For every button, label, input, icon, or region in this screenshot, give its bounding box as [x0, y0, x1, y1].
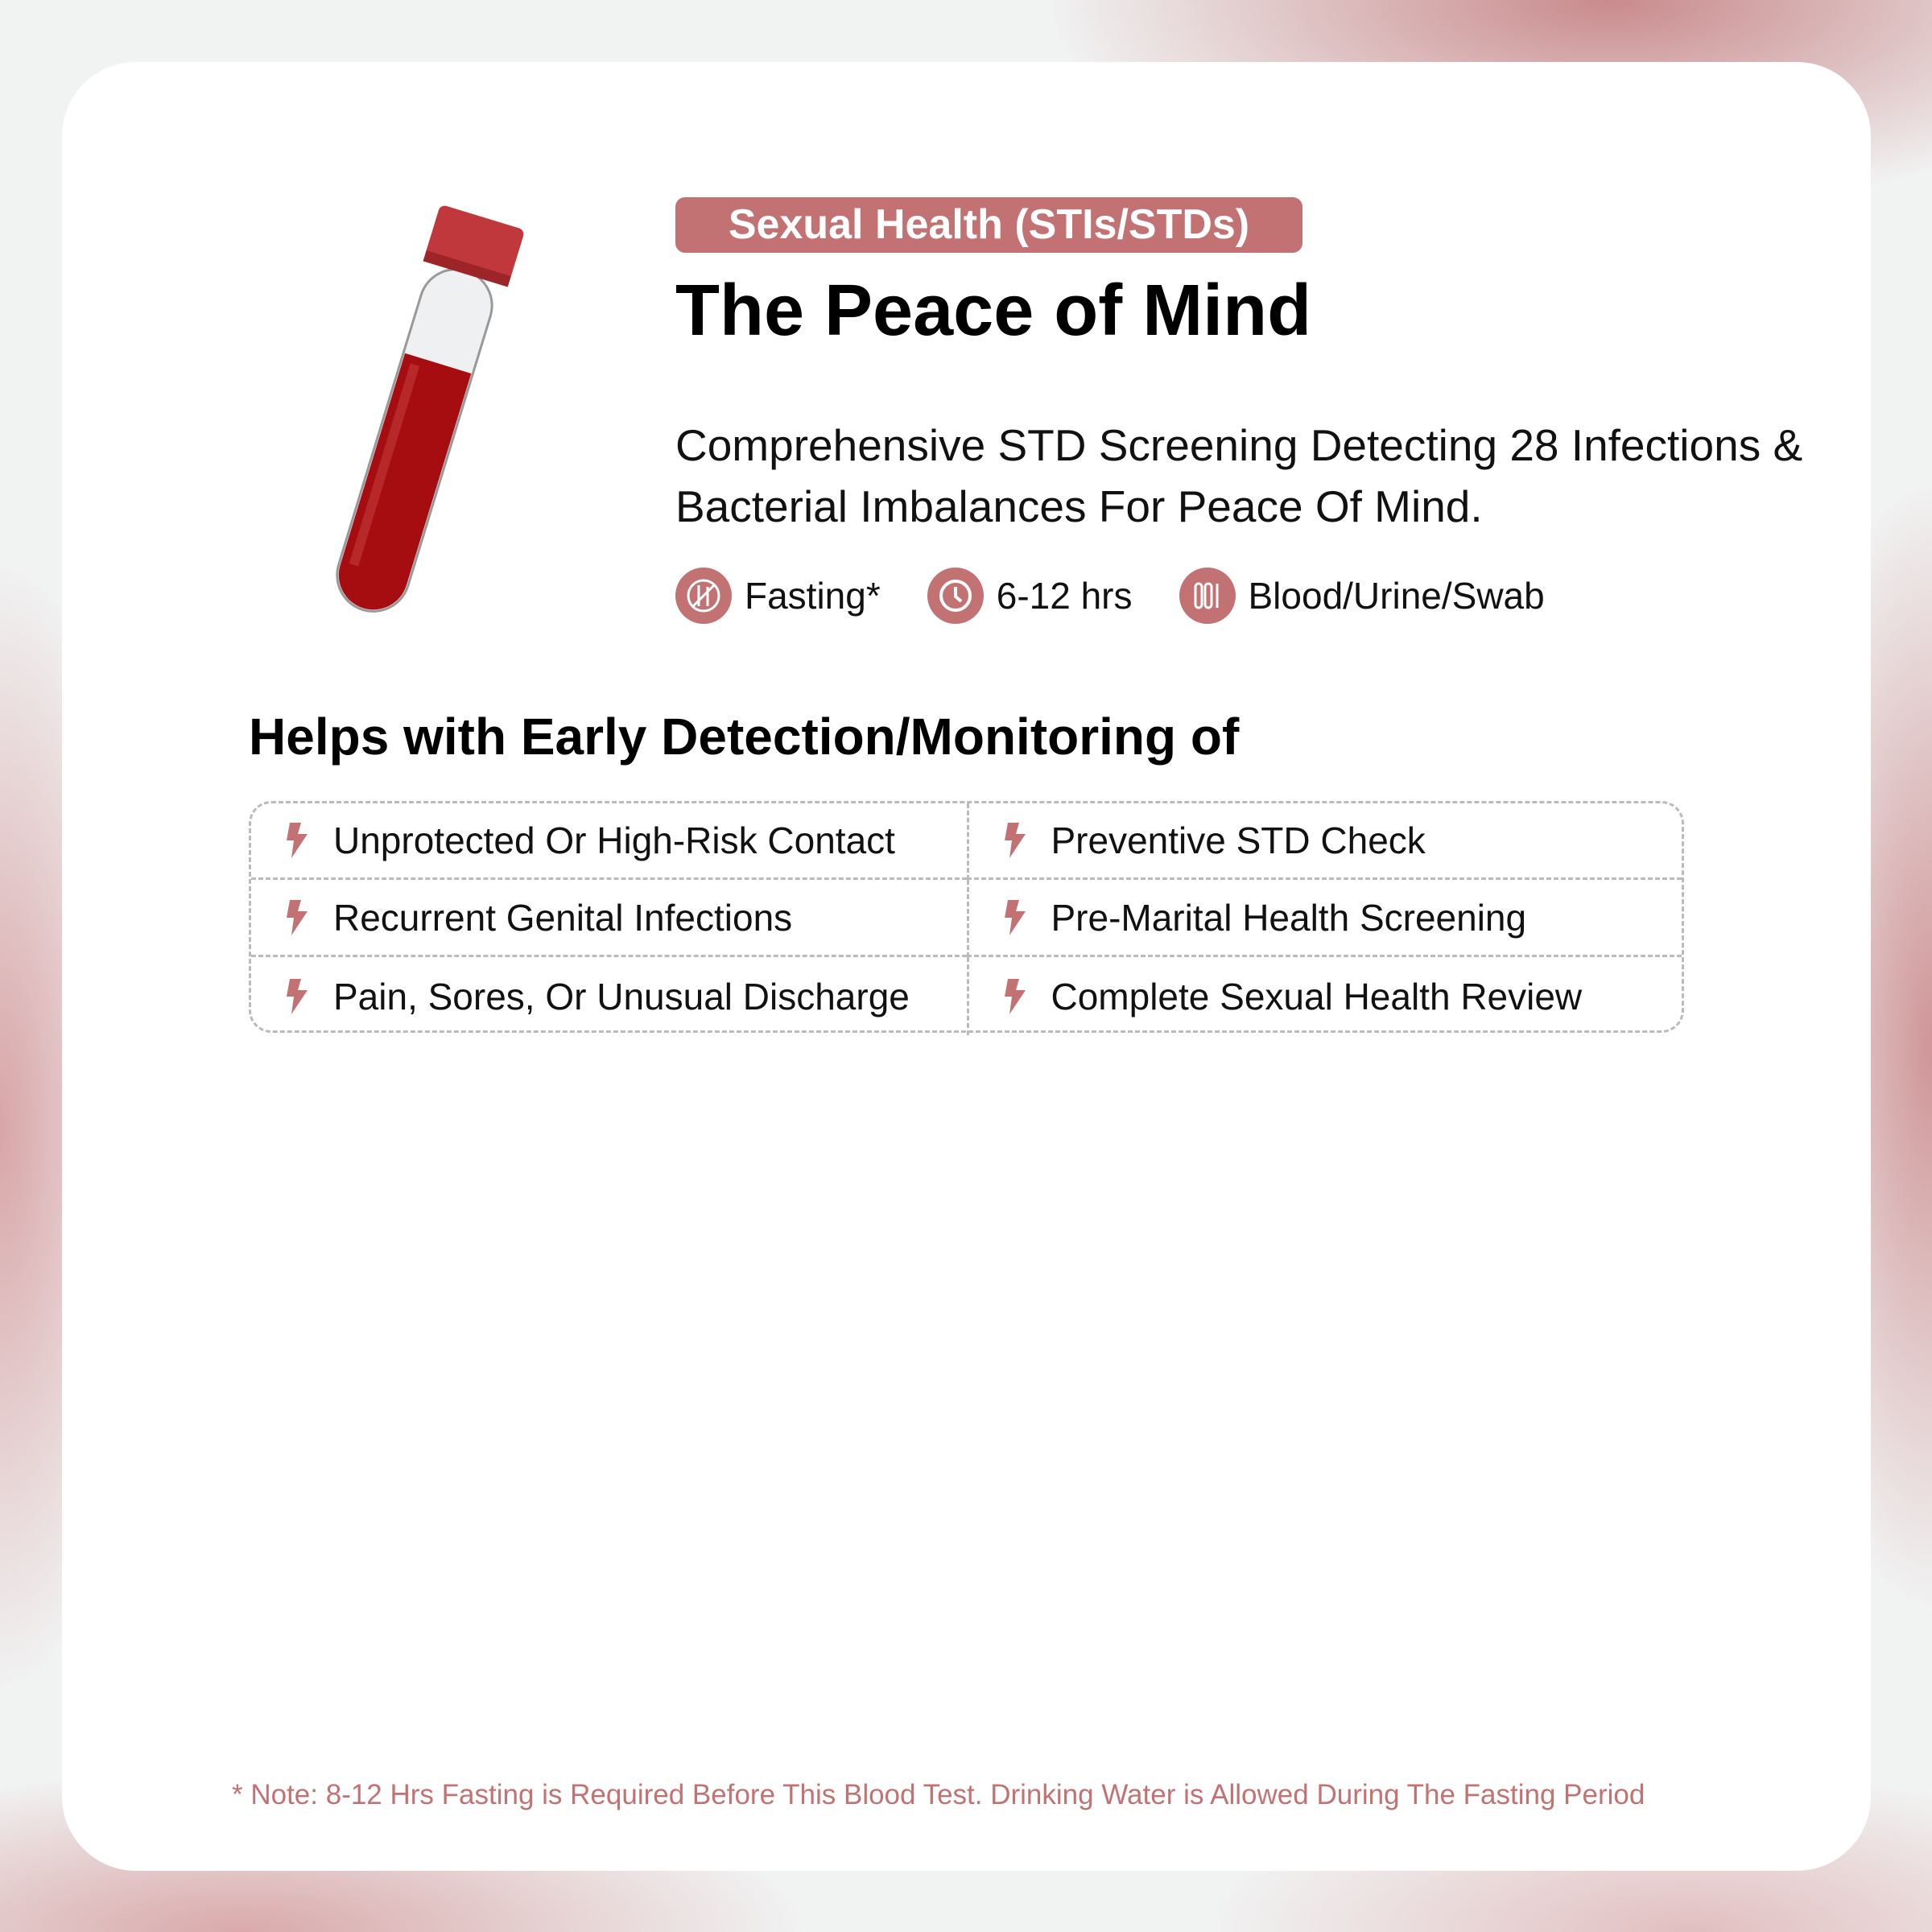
condition-label: Unprotected Or High-Risk Contact: [333, 819, 895, 861]
bolt-icon: [283, 900, 308, 935]
condition-label: Preventive STD Check: [1051, 819, 1426, 861]
sample-tubes-icon: [1179, 568, 1236, 624]
condition-item: [251, 957, 967, 1035]
condition-label: Recurrent Genital Infections: [333, 896, 793, 939]
bolt-icon: [1001, 900, 1026, 935]
condition-item: [251, 880, 967, 957]
section-heading: Helps with Early Detection/Monitoring of: [249, 708, 1240, 766]
bolt-icon: [283, 823, 308, 858]
condition-label: Complete Sexual Health Review: [1051, 975, 1583, 1018]
conditions-grid: [249, 801, 1684, 1033]
bolt-icon: [283, 979, 308, 1014]
meta-label: Fasting*: [745, 575, 881, 617]
clock-icon: [927, 568, 984, 624]
page-title: The Peace of Mind: [675, 270, 1312, 351]
bolt-icon: [1001, 823, 1026, 858]
blood-tube-image: [322, 201, 531, 628]
bolt-icon: [1001, 979, 1026, 1014]
meta-duration: [927, 568, 1133, 624]
condition-item: [967, 803, 1682, 880]
fasting-note: * Note: 8-12 Hrs Fasting is Required Before This Blood Test. Drinking Water is Allowed During The Fasting Period: [232, 1779, 1645, 1810]
meta-sample: [1179, 568, 1545, 624]
meta-label: Blood/Urine/Swab: [1248, 575, 1545, 617]
condition-item: [967, 957, 1682, 1035]
condition-item: [967, 880, 1682, 957]
description: Comprehensive STD Screening Detecting 28 Infections & Bacterial Imbalances For Peace Of Mind.: [675, 420, 1803, 531]
condition-label: Pre-Marital Health Screening: [1051, 896, 1527, 939]
no-food-icon: [675, 568, 732, 624]
meta-fasting: [675, 568, 881, 624]
condition-item: [251, 803, 967, 880]
test-meta: [675, 568, 1591, 624]
category-badge: Sexual Health (STIs/STDs): [675, 197, 1302, 253]
meta-label: 6-12 hrs: [996, 575, 1133, 617]
condition-label: Pain, Sores, Or Unusual Discharge: [333, 975, 910, 1018]
